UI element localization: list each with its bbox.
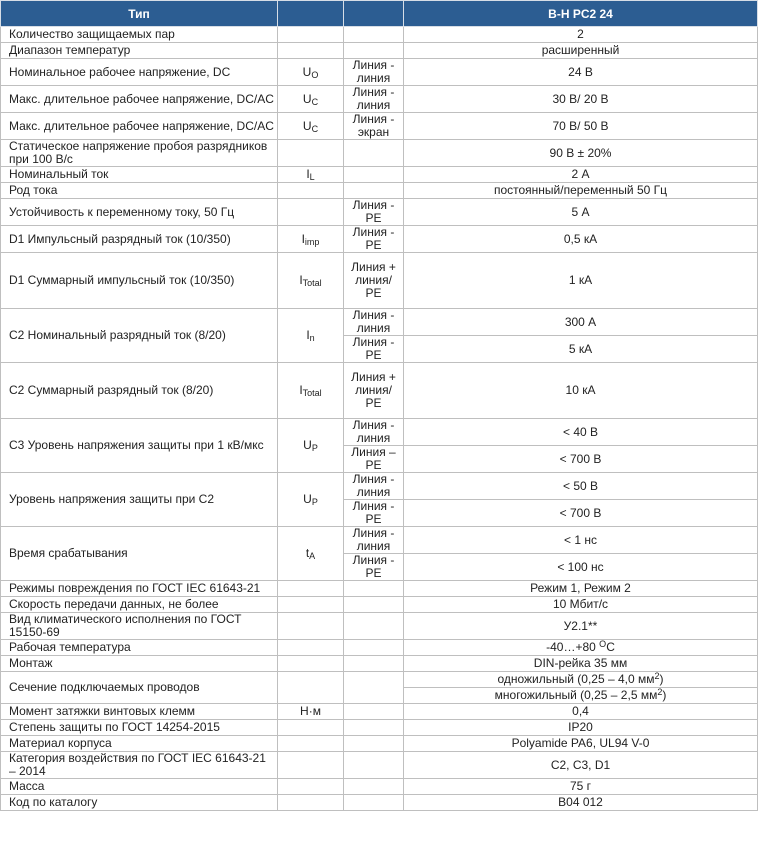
table-row [1,140,758,167]
param-value: У2.1** [404,613,758,640]
param-label: Устойчивость к переменному току, 50 Гц [1,199,278,226]
param-context: Линия - линия [344,59,404,86]
param-symbol: $U_P$ [278,473,344,527]
table-row [1,253,758,309]
param-symbol: $I_{imp}$ [278,226,344,253]
param-context: Линия – PE [344,446,404,473]
table-row [1,640,758,656]
table-row [1,720,758,736]
table-row [1,309,758,336]
param-value: 2 А [404,167,758,183]
param-label: C2 Суммарный разрядный ток (8/20) [1,363,278,419]
param-value: 24 В [404,59,758,86]
param-value: 1 кА [404,253,758,309]
table-row [1,43,758,59]
table-row [1,27,758,43]
param-context: Линия + линия/ PE [344,363,404,419]
table-row [1,656,758,672]
param-value: 0,4 [404,704,758,720]
param-symbol: $I_L$ [278,167,344,183]
param-symbol: $U_C$ [278,113,344,140]
table-row [1,183,758,199]
param-context: Линия - линия [344,473,404,500]
table-row [1,736,758,752]
param-label: Количество защищаемых пар [1,27,278,43]
param-label: Режимы повреждения по ГОСТ IEC 61643-21 [1,581,278,597]
table-row [1,473,758,500]
param-value: < 700 В [404,446,758,473]
param-value: -40…+80 $^O$C [404,640,758,656]
param-context: Линия - PE [344,199,404,226]
table-row [1,419,758,446]
param-value: B04 012 [404,795,758,811]
param-label: Сечение подключаемых проводов [1,672,278,704]
param-label: Номинальный ток [1,167,278,183]
param-value: многожильный (0,25 – 2,5 $мм^2$) [404,688,758,704]
param-symbol: $t_A$ [278,527,344,581]
param-symbol: Н·м [278,704,344,720]
param-symbol: $I_{Total}$ [278,363,344,419]
table-row [1,581,758,597]
param-value: < 50 В [404,473,758,500]
param-value: Polyamide PA6, UL94 V-0 [404,736,758,752]
param-label: Диапазон температур [1,43,278,59]
header-row [1,1,758,27]
param-context: Линия - линия [344,309,404,336]
param-value: 5 кА [404,336,758,363]
param-value: 300 А [404,309,758,336]
param-symbol: $I_n$ [278,309,344,363]
param-symbol: $I_{Total}$ [278,253,344,309]
table-row [1,167,758,183]
param-symbol: $U_C$ [278,86,344,113]
param-value: постоянный/переменный 50 Гц [404,183,758,199]
param-label: Вид климатического исполнения по ГОСТ 15150-69 [1,613,278,640]
param-context: Линия - PE [344,554,404,581]
param-value: 30 В/ 20 В [404,86,758,113]
table-row [1,527,758,554]
param-value: < 40 В [404,419,758,446]
param-symbol: $U_O$ [278,59,344,86]
table-row [1,226,758,253]
param-value: 10 Мбит/с [404,597,758,613]
param-context: Линия - PE [344,336,404,363]
param-value: расширенный [404,43,758,59]
param-label: D1 Импульсный разрядный ток (10/350) [1,226,278,253]
header-product: B-H PC2 24 [404,1,758,27]
param-symbol: $U_P$ [278,419,344,473]
param-value: < 700 В [404,500,758,527]
param-label: Монтаж [1,656,278,672]
param-value: 0,5 кА [404,226,758,253]
param-value: 2 [404,27,758,43]
table-row [1,199,758,226]
param-context: Линия - линия [344,86,404,113]
param-value: 90 В ± 20% [404,140,758,167]
table-row [1,613,758,640]
header-symbol [278,1,344,27]
param-label: Масса [1,779,278,795]
table-row [1,779,758,795]
table-row [1,672,758,688]
table-row [1,597,758,613]
param-label: Рабочая температура [1,640,278,656]
param-label: Момент затяжки винтовых клемм [1,704,278,720]
param-value: < 100 нс [404,554,758,581]
param-value: IP20 [404,720,758,736]
param-label: Время срабатывания [1,527,278,581]
param-value: 10 кА [404,363,758,419]
param-context: Линия - экран [344,113,404,140]
header-context [344,1,404,27]
table-row [1,59,758,86]
param-label: Степень защиты по ГОСТ 14254-2015 [1,720,278,736]
param-label: Скорость передачи данных, не более [1,597,278,613]
param-label: C2 Номинальный разрядный ток (8/20) [1,309,278,363]
param-label: Макс. длительное рабочее напряжение, DC/AC [1,113,278,140]
param-context: Линия + линия/ PE [344,253,404,309]
param-label: Номинальное рабочее напряжение, DC [1,59,278,86]
param-value: одножильный (0,25 – 4,0 $мм^2$) [404,672,758,688]
table-row [1,795,758,811]
param-label: Статическое напряжение пробоя разрядников при 100 В/с [1,140,278,167]
param-label: Уровень напряжения защиты при C2 [1,473,278,527]
param-label: Код по каталогу [1,795,278,811]
param-value: Режим 1, Режим 2 [404,581,758,597]
table-row [1,752,758,779]
param-value: < 1 нс [404,527,758,554]
table-row [1,86,758,113]
table-row [1,704,758,720]
param-context: Линия - PE [344,226,404,253]
param-label: Макс. длительное рабочее напряжение, DC/AC [1,86,278,113]
table-row [1,113,758,140]
param-context: Линия - линия [344,527,404,554]
param-context: Линия - линия [344,419,404,446]
table-row [1,363,758,419]
param-value: DIN-рейка 35 мм [404,656,758,672]
param-value: 70 В/ 50 В [404,113,758,140]
param-context: Линия - PE [344,500,404,527]
param-value: 75 г [404,779,758,795]
param-label: C3 Уровень напряжения защиты при 1 кВ/мкс [1,419,278,473]
param-label: D1 Суммарный импульсный ток (10/350) [1,253,278,309]
param-label: Род тока [1,183,278,199]
header-type: Тип [1,1,278,27]
param-value: 5 А [404,199,758,226]
param-value: C2, C3, D1 [404,752,758,779]
param-label: Категория воздействия по ГОСТ IEC 61643-21 – 2014 [1,752,278,779]
param-label: Материал корпуса [1,736,278,752]
